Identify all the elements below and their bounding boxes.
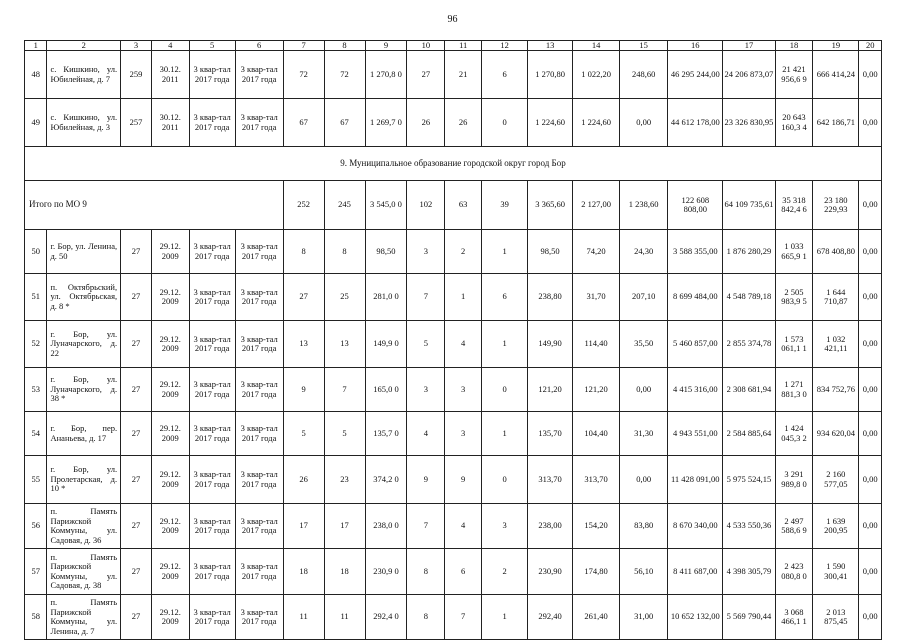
table-cell: 11 bbox=[283, 595, 324, 640]
table-cell: 135,7 0 bbox=[365, 412, 407, 456]
table-cell: 31,70 bbox=[573, 274, 620, 321]
table-cell: 1 270,80 bbox=[528, 51, 573, 99]
table-cell: 18 bbox=[283, 549, 324, 595]
table-cell: 1 644 710,87 bbox=[813, 274, 859, 321]
table-cell: 30.12. 2011 bbox=[151, 99, 189, 147]
table-cell: 8 411 687,00 bbox=[668, 549, 723, 595]
table-cell: 3 квар-тал 2017 года bbox=[235, 549, 283, 595]
total-value-cell: 64 109 735,61 bbox=[723, 181, 775, 230]
table-row bbox=[25, 99, 882, 147]
table-cell: 1 bbox=[482, 321, 528, 368]
table-cell: 3 квар-тал 2017 года bbox=[189, 230, 235, 274]
table-cell: 313,70 bbox=[528, 456, 573, 504]
table-cell: 29.12. 2009 bbox=[151, 595, 189, 640]
table-cell: 238,80 bbox=[528, 274, 573, 321]
address-cell: п. Память Парижской Коммуны, ул. Садовая, д. 38 bbox=[47, 549, 121, 595]
column-number-cell: 14 bbox=[573, 41, 620, 51]
table-row bbox=[25, 368, 882, 412]
table-cell: 1 590 300,41 bbox=[813, 549, 859, 595]
table-cell: 678 408,80 bbox=[813, 230, 859, 274]
table-cell: 29.12. 2009 bbox=[151, 274, 189, 321]
table-cell: 72 bbox=[283, 51, 324, 99]
table-cell: 35,50 bbox=[620, 321, 668, 368]
table-cell: 29.12. 2009 bbox=[151, 368, 189, 412]
table-cell: 27 bbox=[121, 274, 152, 321]
table-cell: 3 068 466,1 1 bbox=[775, 595, 813, 640]
table-cell: 24,30 bbox=[620, 230, 668, 274]
total-value-cell: 0,00 bbox=[859, 181, 882, 230]
address-cell: п. Память Парижской Коммуны, ул. Ленина, д. 7 bbox=[47, 595, 121, 640]
address-cell: с. Кишкино, ул. Юбилейная, д. 3 bbox=[47, 99, 121, 147]
table-cell: 8 699 484,00 bbox=[668, 274, 723, 321]
table-body bbox=[25, 41, 882, 640]
table-cell: 27 bbox=[121, 230, 152, 274]
total-row bbox=[25, 181, 882, 230]
column-number-cell: 7 bbox=[283, 41, 324, 51]
table-cell: 20 643 160,3 4 bbox=[775, 99, 813, 147]
table-row bbox=[25, 595, 882, 640]
address-cell: г. Бор, ул. Луначарского, д. 22 bbox=[47, 321, 121, 368]
table-cell: 114,40 bbox=[573, 321, 620, 368]
address-cell: с. Кишкино, ул. Юбилейная, д. 7 bbox=[47, 51, 121, 99]
table-cell: 834 752,76 bbox=[813, 368, 859, 412]
table-cell: 67 bbox=[283, 99, 324, 147]
column-number-cell: 8 bbox=[324, 41, 365, 51]
table-cell: 3 квар-тал 2017 года bbox=[189, 368, 235, 412]
table-cell: 0,00 bbox=[859, 549, 882, 595]
table-cell: 27 bbox=[121, 456, 152, 504]
table-cell: 149,90 bbox=[528, 321, 573, 368]
table-cell: 67 bbox=[324, 99, 365, 147]
table-cell: 31,30 bbox=[620, 412, 668, 456]
table-cell: 1 032 421,11 bbox=[813, 321, 859, 368]
table-cell: 1 033 665,9 1 bbox=[775, 230, 813, 274]
table-cell: 46 295 244,00 bbox=[668, 51, 723, 99]
table-cell: 26 bbox=[407, 99, 445, 147]
table-cell: 10 652 132,00 bbox=[668, 595, 723, 640]
table-row bbox=[25, 456, 882, 504]
table-row bbox=[25, 51, 882, 99]
table-cell: 174,80 bbox=[573, 549, 620, 595]
table-cell: 1 270,8 0 bbox=[365, 51, 407, 99]
column-number-cell: 16 bbox=[668, 41, 723, 51]
table-cell: 1 bbox=[482, 595, 528, 640]
table-cell: 1 876 280,29 bbox=[723, 230, 775, 274]
table-cell: 2 160 577,05 bbox=[813, 456, 859, 504]
table-cell: 27 bbox=[407, 51, 445, 99]
table-cell: 8 bbox=[407, 595, 445, 640]
total-value-cell: 252 bbox=[283, 181, 324, 230]
table-cell: 374,2 0 bbox=[365, 456, 407, 504]
table-cell: 11 428 091,00 bbox=[668, 456, 723, 504]
table-cell: 4 bbox=[445, 504, 482, 549]
table-cell: 7 bbox=[324, 368, 365, 412]
table-cell: 83,80 bbox=[620, 504, 668, 549]
table-cell: 4 bbox=[445, 321, 482, 368]
column-number-cell: 18 bbox=[775, 41, 813, 51]
table-cell: 3 квар-тал 2017 года bbox=[235, 456, 283, 504]
column-number-cell: 5 bbox=[189, 41, 235, 51]
table-cell: 259 bbox=[121, 51, 152, 99]
table-cell: 9 bbox=[445, 456, 482, 504]
table-cell: 104,40 bbox=[573, 412, 620, 456]
table-cell: 3 bbox=[445, 368, 482, 412]
table-cell: 27 bbox=[121, 321, 152, 368]
table-cell: 1 022,20 bbox=[573, 51, 620, 99]
row-number-cell: 50 bbox=[25, 230, 47, 274]
table-row bbox=[25, 504, 882, 549]
table-cell: 0,00 bbox=[620, 368, 668, 412]
table-cell: 31,00 bbox=[620, 595, 668, 640]
table-cell: 1 424 045,3 2 bbox=[775, 412, 813, 456]
table-cell: 8 670 340,00 bbox=[668, 504, 723, 549]
table-cell: 4 398 305,79 bbox=[723, 549, 775, 595]
table-cell: 3 квар-тал 2017 года bbox=[189, 595, 235, 640]
table-cell: 25 bbox=[324, 274, 365, 321]
table-cell: 2 423 080,8 0 bbox=[775, 549, 813, 595]
header-row bbox=[25, 41, 882, 51]
table-cell: 238,0 0 bbox=[365, 504, 407, 549]
table-cell: 3 квар-тал 2017 года bbox=[235, 274, 283, 321]
total-label: Итого по МО 9 bbox=[25, 181, 284, 230]
table-cell: 3 bbox=[482, 504, 528, 549]
table-cell: 0 bbox=[482, 368, 528, 412]
table-cell: 230,90 bbox=[528, 549, 573, 595]
table-cell: 0,00 bbox=[859, 504, 882, 549]
table-cell: 3 квар-тал 2017 года bbox=[189, 321, 235, 368]
column-number-cell: 12 bbox=[482, 41, 528, 51]
table-cell: 121,20 bbox=[528, 368, 573, 412]
column-number-cell: 15 bbox=[620, 41, 668, 51]
table-cell: 9 bbox=[283, 368, 324, 412]
table-cell: 135,70 bbox=[528, 412, 573, 456]
column-number-cell: 9 bbox=[365, 41, 407, 51]
page-number: 96 bbox=[447, 14, 458, 25]
table-cell: 292,40 bbox=[528, 595, 573, 640]
table-cell: 29.12. 2009 bbox=[151, 549, 189, 595]
table-cell: 2 bbox=[482, 549, 528, 595]
total-value-cell: 35 318 842,4 6 bbox=[775, 181, 813, 230]
table-cell: 3 квар-тал 2017 года bbox=[235, 368, 283, 412]
table-row bbox=[25, 321, 882, 368]
row-number-cell: 49 bbox=[25, 99, 47, 147]
table-cell: 5 975 524,15 bbox=[723, 456, 775, 504]
table-cell: 23 bbox=[324, 456, 365, 504]
table-cell: 13 bbox=[324, 321, 365, 368]
total-value-cell: 102 bbox=[407, 181, 445, 230]
table-cell: 4 943 551,00 bbox=[668, 412, 723, 456]
table-cell: 3 квар-тал 2017 года bbox=[235, 230, 283, 274]
table-cell: 24 206 873,07 bbox=[723, 51, 775, 99]
table-cell: 6 bbox=[482, 274, 528, 321]
total-value-cell: 1 238,60 bbox=[620, 181, 668, 230]
table-cell: 8 bbox=[324, 230, 365, 274]
table-cell: 4 415 316,00 bbox=[668, 368, 723, 412]
table-cell: 98,50 bbox=[528, 230, 573, 274]
table-cell: 13 bbox=[283, 321, 324, 368]
table-cell: 21 bbox=[445, 51, 482, 99]
table-cell: 18 bbox=[324, 549, 365, 595]
table-cell: 11 bbox=[324, 595, 365, 640]
table-cell: 5 569 790,44 bbox=[723, 595, 775, 640]
table-cell: 248,60 bbox=[620, 51, 668, 99]
table-cell: 3 квар-тал 2017 года bbox=[235, 321, 283, 368]
table-cell: 1 573 061,1 1 bbox=[775, 321, 813, 368]
table-cell: 3 квар-тал 2017 года bbox=[235, 99, 283, 147]
table-cell: 3 квар-тал 2017 года bbox=[189, 549, 235, 595]
row-number-cell: 58 bbox=[25, 595, 47, 640]
table-cell: 27 bbox=[121, 549, 152, 595]
table-cell: 3 квар-тал 2017 года bbox=[235, 412, 283, 456]
table-cell: 44 612 178,00 bbox=[668, 99, 723, 147]
table-cell: 0 bbox=[482, 99, 528, 147]
address-cell: г. Бор, пер. Ананьева, д. 17 bbox=[47, 412, 121, 456]
table-cell: 230,9 0 bbox=[365, 549, 407, 595]
row-number-cell: 48 bbox=[25, 51, 47, 99]
table-cell: 3 квар-тал 2017 года bbox=[189, 504, 235, 549]
row-number-cell: 54 bbox=[25, 412, 47, 456]
table-cell: 26 bbox=[283, 456, 324, 504]
table-cell: 7 bbox=[445, 595, 482, 640]
table-cell: 7 bbox=[407, 274, 445, 321]
table-cell: 17 bbox=[324, 504, 365, 549]
total-value-cell: 63 bbox=[445, 181, 482, 230]
table-cell: 4 533 550,36 bbox=[723, 504, 775, 549]
table-cell: 6 bbox=[482, 51, 528, 99]
table-cell: 2 bbox=[445, 230, 482, 274]
table-cell: 3 квар-тал 2017 года bbox=[189, 412, 235, 456]
table-cell: 21 421 956,6 9 bbox=[775, 51, 813, 99]
table-cell: 27 bbox=[121, 412, 152, 456]
column-number-cell: 1 bbox=[25, 41, 47, 51]
table-cell: 3 квар-тал 2017 года bbox=[189, 51, 235, 99]
column-number-cell: 20 bbox=[859, 41, 882, 51]
total-value-cell: 122 608 808,00 bbox=[668, 181, 723, 230]
table-cell: 257 bbox=[121, 99, 152, 147]
table-cell: 207,10 bbox=[620, 274, 668, 321]
total-value-cell: 2 127,00 bbox=[573, 181, 620, 230]
table-cell: 0,00 bbox=[859, 99, 882, 147]
table-cell: 5 bbox=[324, 412, 365, 456]
table-row bbox=[25, 230, 882, 274]
column-number-cell: 11 bbox=[445, 41, 482, 51]
table-cell: 72 bbox=[324, 51, 365, 99]
table-cell: 149,9 0 bbox=[365, 321, 407, 368]
table-cell: 281,0 0 bbox=[365, 274, 407, 321]
table-cell: 9 bbox=[407, 456, 445, 504]
table-cell: 2 013 875,45 bbox=[813, 595, 859, 640]
table-cell: 3 bbox=[407, 368, 445, 412]
table-row bbox=[25, 549, 882, 595]
table-cell: 30.12. 2011 bbox=[151, 51, 189, 99]
column-number-cell: 17 bbox=[723, 41, 775, 51]
address-cell: п. Память Парижской Коммуны, ул. Садовая, д. 36 bbox=[47, 504, 121, 549]
table-cell: 3 квар-тал 2017 года bbox=[235, 504, 283, 549]
table-cell: 27 bbox=[283, 274, 324, 321]
table-cell: 29.12. 2009 bbox=[151, 456, 189, 504]
table-cell: 5 460 857,00 bbox=[668, 321, 723, 368]
table-cell: 29.12. 2009 bbox=[151, 412, 189, 456]
column-number-cell: 13 bbox=[528, 41, 573, 51]
section-row bbox=[25, 147, 882, 181]
column-number-cell: 2 bbox=[47, 41, 121, 51]
table-cell: 154,20 bbox=[573, 504, 620, 549]
table-cell: 1 224,60 bbox=[528, 99, 573, 147]
table-cell: 2 505 983,9 5 bbox=[775, 274, 813, 321]
table-cell: 2 308 681,94 bbox=[723, 368, 775, 412]
table-row bbox=[25, 412, 882, 456]
table-cell: 2 584 885,64 bbox=[723, 412, 775, 456]
row-number-cell: 52 bbox=[25, 321, 47, 368]
table-cell: 26 bbox=[445, 99, 482, 147]
table-cell: 6 bbox=[445, 549, 482, 595]
total-value-cell: 23 180 229,93 bbox=[813, 181, 859, 230]
table-cell: 23 326 830,95 bbox=[723, 99, 775, 147]
table-cell: 1 bbox=[482, 230, 528, 274]
table-cell: 666 414,24 bbox=[813, 51, 859, 99]
table-cell: 56,10 bbox=[620, 549, 668, 595]
total-value-cell: 245 bbox=[324, 181, 365, 230]
table-cell: 261,40 bbox=[573, 595, 620, 640]
row-number-cell: 51 bbox=[25, 274, 47, 321]
table-cell: 29.12. 2009 bbox=[151, 321, 189, 368]
table-cell: 3 bbox=[407, 230, 445, 274]
table-cell: 5 bbox=[283, 412, 324, 456]
table-row bbox=[25, 274, 882, 321]
table-cell: 0,00 bbox=[859, 456, 882, 504]
table-cell: 0,00 bbox=[859, 51, 882, 99]
table-cell: 2 855 374,78 bbox=[723, 321, 775, 368]
table-cell: 17 bbox=[283, 504, 324, 549]
total-value-cell: 3 545,0 0 bbox=[365, 181, 407, 230]
table-cell: 3 квар-тал 2017 года bbox=[189, 274, 235, 321]
row-number-cell: 57 bbox=[25, 549, 47, 595]
table-cell: 165,0 0 bbox=[365, 368, 407, 412]
address-cell: г. Бор, ул. Луначарского, д. 38 * bbox=[47, 368, 121, 412]
table-cell: 3 квар-тал 2017 года bbox=[189, 456, 235, 504]
housing-table bbox=[24, 40, 882, 640]
table-cell: 5 bbox=[407, 321, 445, 368]
table-cell: 3 квар-тал 2017 года bbox=[235, 51, 283, 99]
table-cell: 642 186,71 bbox=[813, 99, 859, 147]
table-cell: 0,00 bbox=[859, 368, 882, 412]
table-cell: 27 bbox=[121, 368, 152, 412]
address-cell: г. Бор, ул. Ленина, д. 50 bbox=[47, 230, 121, 274]
column-number-cell: 10 bbox=[407, 41, 445, 51]
row-number-cell: 53 bbox=[25, 368, 47, 412]
table-cell: 1 269,7 0 bbox=[365, 99, 407, 147]
row-number-cell: 56 bbox=[25, 504, 47, 549]
table-cell: 1 bbox=[482, 412, 528, 456]
total-value-cell: 3 365,60 bbox=[528, 181, 573, 230]
table-cell: 74,20 bbox=[573, 230, 620, 274]
table-cell: 98,50 bbox=[365, 230, 407, 274]
section-title: 9. Муниципальное образование городской округ город Бор bbox=[25, 147, 882, 181]
table-cell: 1 bbox=[445, 274, 482, 321]
column-number-cell: 3 bbox=[121, 41, 152, 51]
table-cell: 7 bbox=[407, 504, 445, 549]
table-cell: 3 квар-тал 2017 года bbox=[189, 99, 235, 147]
table-cell: 4 548 789,18 bbox=[723, 274, 775, 321]
table-cell: 29.12. 2009 bbox=[151, 504, 189, 549]
table-cell: 3 291 989,8 0 bbox=[775, 456, 813, 504]
table-cell: 27 bbox=[121, 595, 152, 640]
table-cell: 0,00 bbox=[859, 321, 882, 368]
table-cell: 8 bbox=[407, 549, 445, 595]
table-cell: 0 bbox=[482, 456, 528, 504]
table-cell: 3 квар-тал 2017 года bbox=[235, 595, 283, 640]
address-cell: п. Октябрьский, ул. Октябрьская, д. 8 * bbox=[47, 274, 121, 321]
table-cell: 0,00 bbox=[620, 99, 668, 147]
row-number-cell: 55 bbox=[25, 456, 47, 504]
column-number-cell: 19 bbox=[813, 41, 859, 51]
table-cell: 238,00 bbox=[528, 504, 573, 549]
total-value-cell: 39 bbox=[482, 181, 528, 230]
table-cell: 313,70 bbox=[573, 456, 620, 504]
table-cell: 1 224,60 bbox=[573, 99, 620, 147]
table-cell: 1 639 200,95 bbox=[813, 504, 859, 549]
table-cell: 4 bbox=[407, 412, 445, 456]
table-cell: 3 bbox=[445, 412, 482, 456]
table-cell: 29.12. 2009 bbox=[151, 230, 189, 274]
table-cell: 0,00 bbox=[859, 230, 882, 274]
table-cell: 0,00 bbox=[620, 456, 668, 504]
column-number-cell: 6 bbox=[235, 41, 283, 51]
table-cell: 27 bbox=[121, 504, 152, 549]
table-cell: 3 588 355,00 bbox=[668, 230, 723, 274]
table-cell: 934 620,04 bbox=[813, 412, 859, 456]
table-cell: 121,20 bbox=[573, 368, 620, 412]
table-cell: 2 497 588,6 9 bbox=[775, 504, 813, 549]
table-cell: 0,00 bbox=[859, 274, 882, 321]
table-cell: 8 bbox=[283, 230, 324, 274]
column-number-cell: 4 bbox=[151, 41, 189, 51]
table-cell: 292,4 0 bbox=[365, 595, 407, 640]
table-cell: 0,00 bbox=[859, 412, 882, 456]
table-cell: 0,00 bbox=[859, 595, 882, 640]
table-cell: 1 271 881,3 0 bbox=[775, 368, 813, 412]
address-cell: г. Бор, ул. Пролетарская, д. 10 * bbox=[47, 456, 121, 504]
